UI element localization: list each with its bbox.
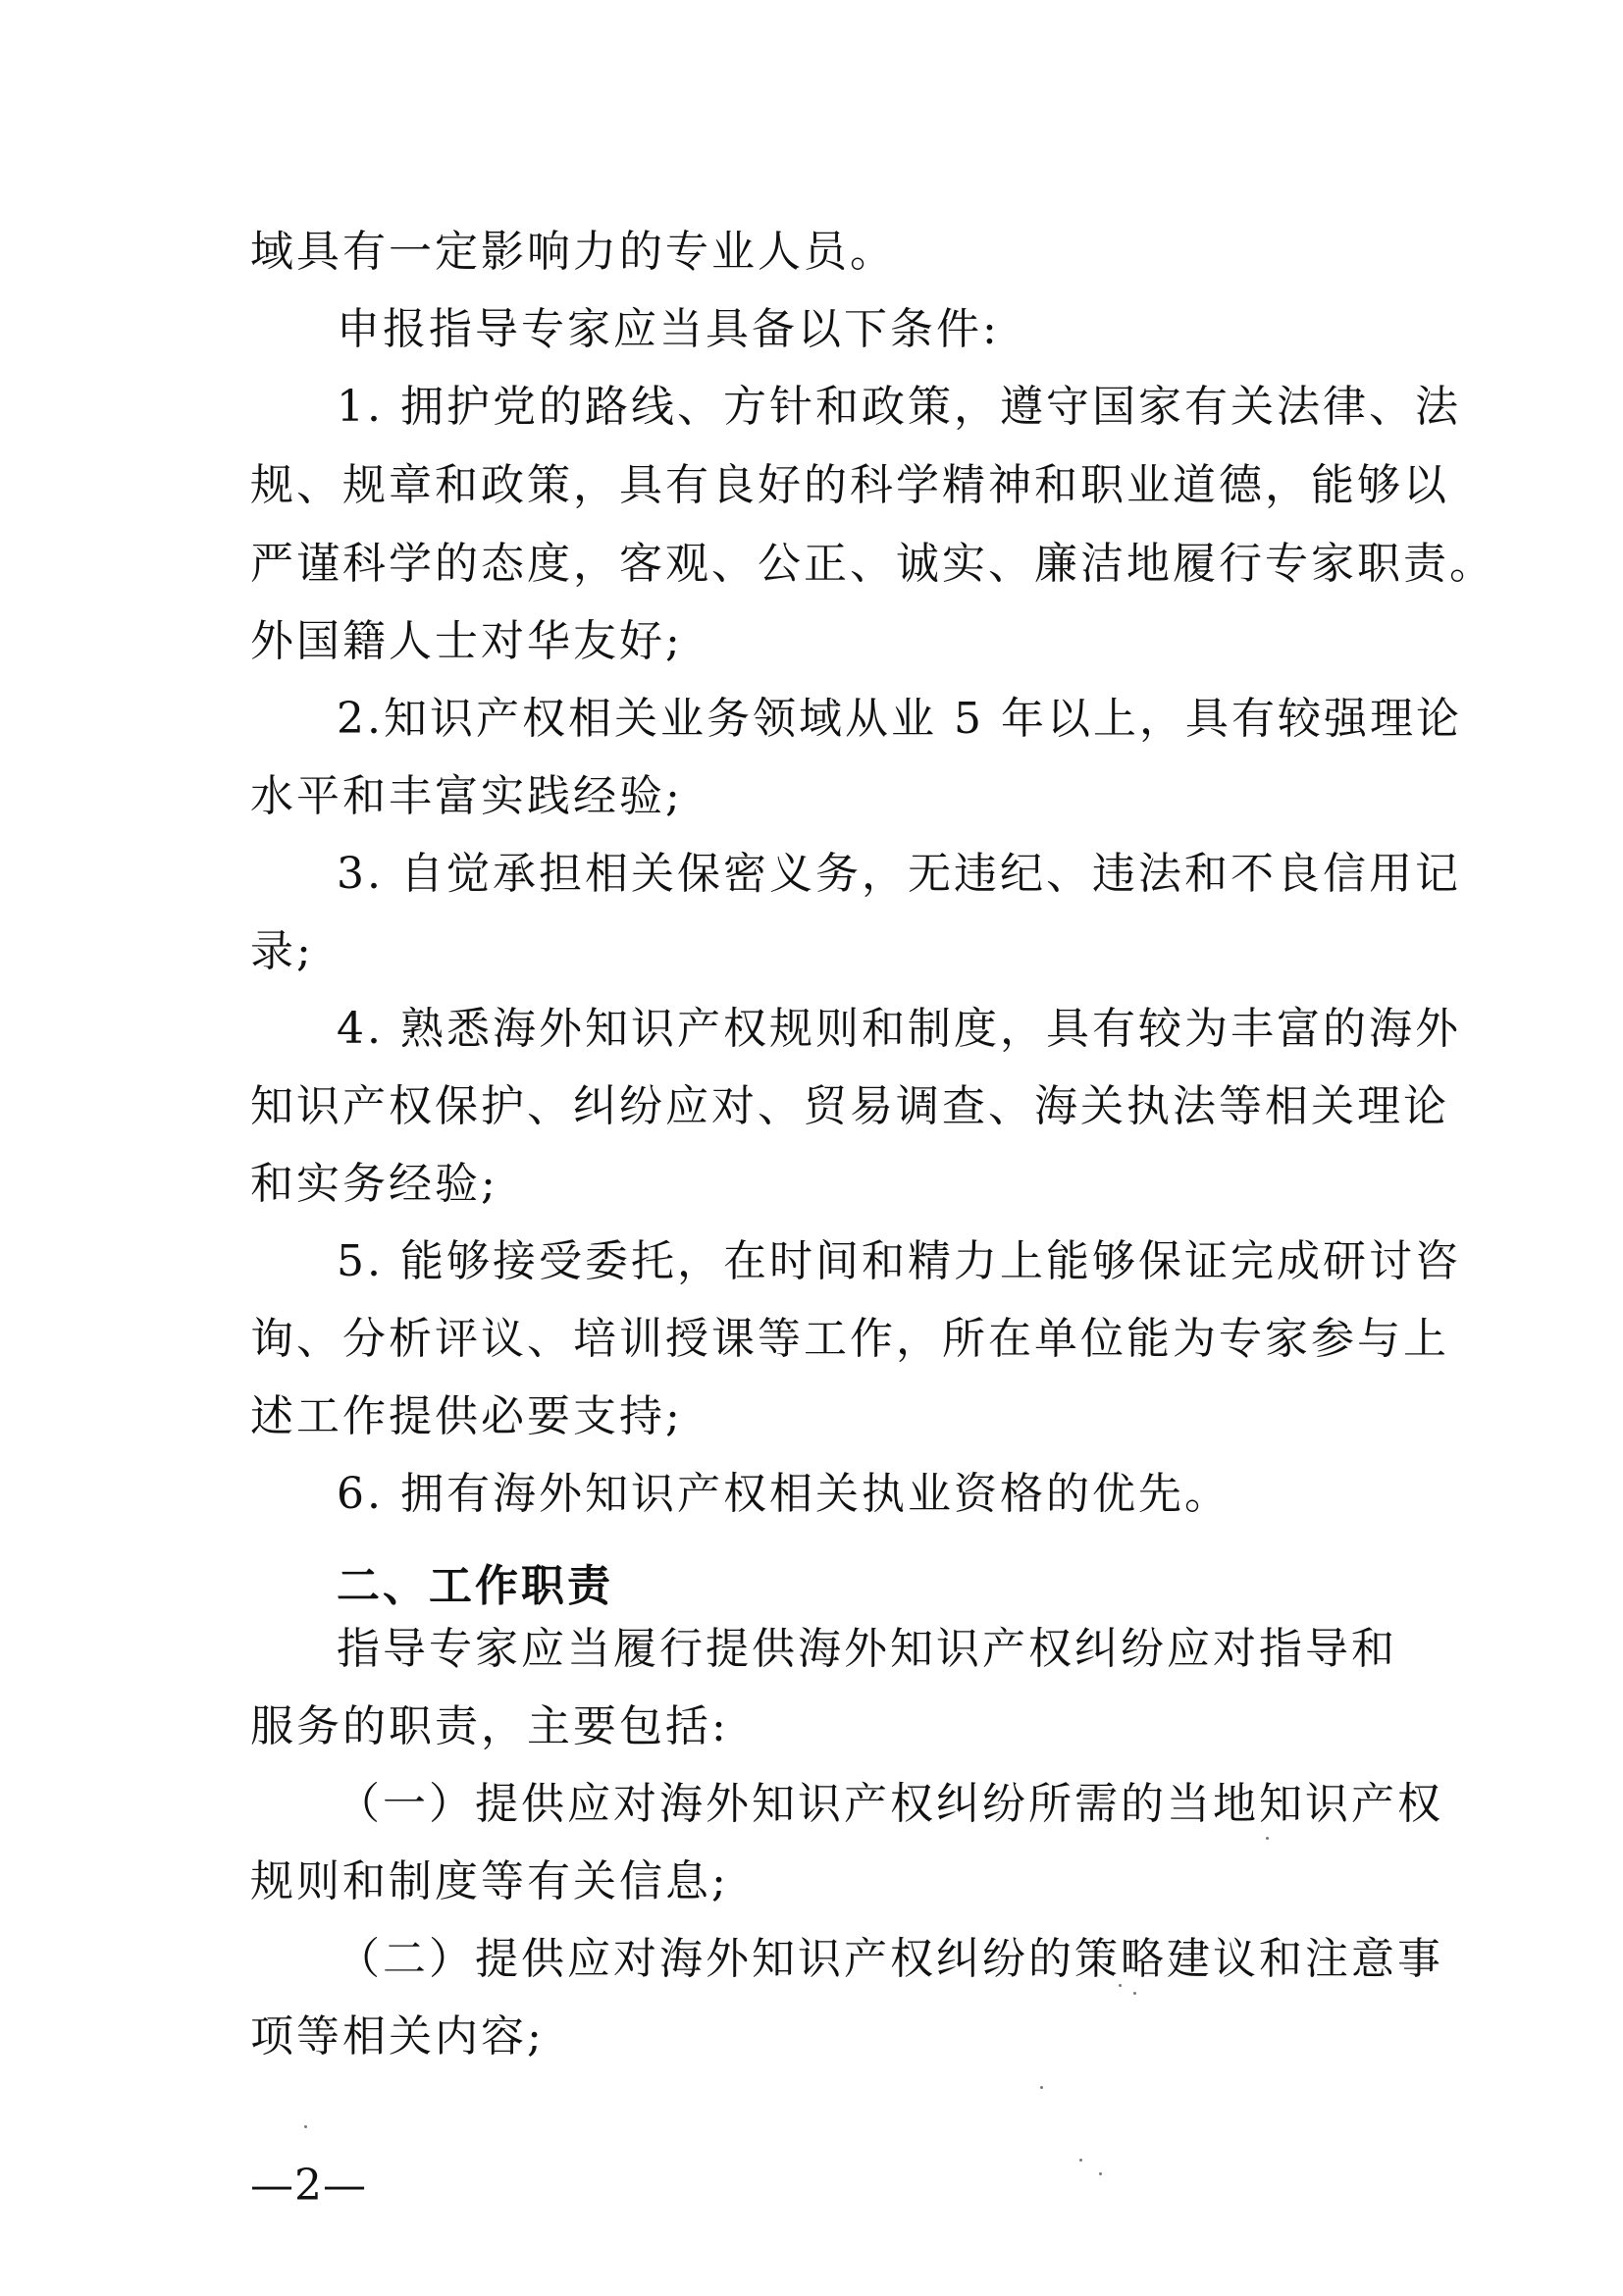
paragraph-line-10: 录; — [250, 926, 314, 976]
paragraph-line-8: 水平和丰富实践经验; — [250, 771, 683, 821]
scan-speck — [1266, 1837, 1269, 1840]
paragraph-line-6: 外国籍人士对华友好; — [250, 616, 683, 666]
paragraph-line-21: （一）提供应对海外知识产权纠纷所需的当地知识产权 — [337, 1779, 1443, 1829]
scan-speck — [1099, 2172, 1102, 2175]
page-number: —2— — [250, 2161, 367, 2211]
paragraph-line-5: 严谨科学的态度，客观、公正、诚实、廉洁地履行专家职责。 — [250, 539, 1495, 589]
paragraph-line-12: 知识产权保护、纠纷应对、贸易调查、海关执法等相关理论 — [250, 1081, 1449, 1131]
paragraph-line-20: 服务的职责，主要包括: — [250, 1701, 729, 1751]
paragraph-line-1: 域具有一定影响力的专业人员。 — [250, 227, 896, 277]
paragraph-line-14: 5. 能够接受委托，在时间和精力上能够保证完成研讨咨 — [337, 1236, 1461, 1286]
paragraph-line-13: 和实务经验; — [250, 1159, 498, 1209]
paragraph-line-22: 规则和制度等有关信息; — [250, 1856, 729, 1906]
paragraph-line-4: 规、规章和政策，具有良好的科学精神和职业道德，能够以 — [250, 460, 1449, 510]
paragraph-line-3: 1. 拥护党的路线、方针和政策，遵守国家有关法律、法 — [337, 382, 1461, 432]
paragraph-line-16: 述工作提供必要支持; — [250, 1391, 683, 1441]
paragraph-line-2: 申报指导专家应当具备以下条件: — [337, 304, 1000, 354]
paragraph-line-17: 6. 拥有海外知识产权相关执业资格的优先。 — [337, 1469, 1230, 1519]
scan-speck — [1079, 2159, 1082, 2162]
paragraph-line-15: 询、分析评议、培训授课等工作，所在单位能为专家参与上 — [250, 1314, 1449, 1364]
scan-speck — [1119, 1984, 1122, 1987]
scan-speck — [304, 2125, 307, 2128]
paragraph-line-7: 2.知识产权相关业务领域从业 5 年以上，具有较强理论 — [337, 694, 1462, 744]
scan-speck — [1040, 2086, 1043, 2089]
paragraph-line-9: 3. 自觉承担相关保密义务，无违纪、违法和不良信用记 — [337, 849, 1461, 899]
scan-speck — [1133, 1992, 1136, 1995]
paragraph-line-24: 项等相关内容; — [250, 2011, 545, 2061]
section-heading: 二、工作职责 — [337, 1561, 613, 1611]
paragraph-line-19: 指导专家应当履行提供海外知识产权纠纷应对指导和 — [337, 1624, 1397, 1674]
paragraph-line-11: 4. 熟悉海外知识产权规则和制度，具有较为丰富的海外 — [337, 1004, 1461, 1054]
paragraph-line-23: （二）提供应对海外知识产权纠纷的策略建议和注意事 — [337, 1934, 1443, 1984]
